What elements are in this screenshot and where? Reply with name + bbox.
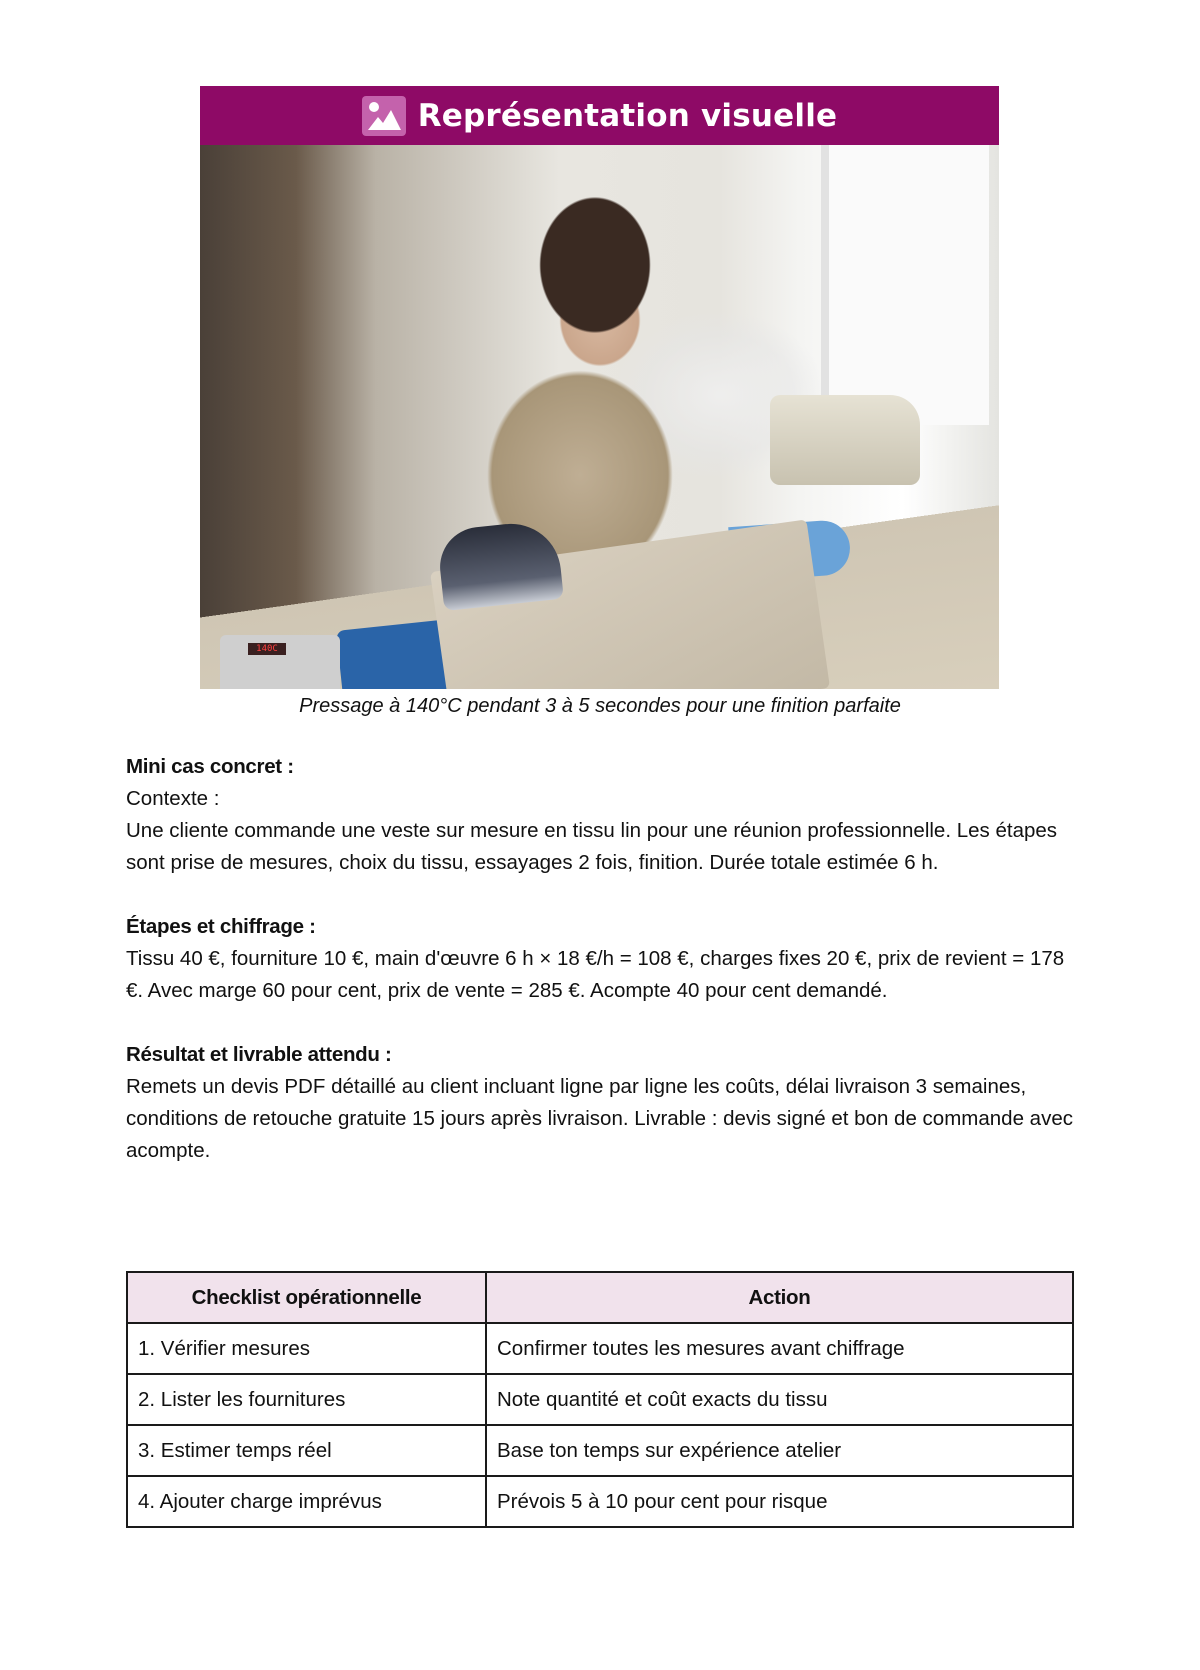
visual-representation-figure	[200, 86, 999, 689]
image-icon	[362, 96, 406, 136]
table-row	[127, 1323, 1073, 1374]
context-text: Une cliente commande une veste sur mesure en tissu lin pour une réunion professionnelle. Les étapes sont prise de mesures, choix du tissu, essayages 2 fois, finition. Durée totale estimée 6 h.	[126, 819, 1058, 874]
figure-caption: Pressage à 140°C pendant 3 à 5 secondes pour une finition parfaite	[299, 695, 901, 717]
figure-banner	[200, 86, 999, 145]
figure-title: Représentation visuelle	[417, 97, 838, 134]
checklist-cell: 1. Vérifier mesures	[127, 1323, 486, 1374]
case-title: Mini cas concret :	[126, 755, 294, 778]
table-row	[127, 1476, 1073, 1527]
photo-steam-iron	[436, 519, 564, 611]
action-cell: Confirmer toutes les mesures avant chiffrage	[486, 1323, 1073, 1374]
table-header-row	[127, 1272, 1073, 1323]
column-header-checklist: Checklist opérationnelle	[127, 1272, 486, 1323]
tailor-ironing-photo	[200, 145, 999, 689]
action-cell: Note quantité et coût exacts du tissu	[486, 1374, 1073, 1425]
case-study	[126, 751, 1086, 1167]
column-header-action: Action	[486, 1272, 1073, 1323]
spacer	[126, 1007, 1086, 1039]
context-label: Contexte :	[126, 787, 220, 810]
table-row	[127, 1425, 1073, 1476]
spacer	[126, 879, 1086, 911]
action-cell: Base ton temps sur expérience atelier	[486, 1425, 1073, 1476]
checklist-cell: 4. Ajouter charge imprévus	[127, 1476, 486, 1527]
photo-press-display: 140C	[248, 643, 286, 655]
steps-title: Étapes et chiffrage :	[126, 915, 316, 938]
table-row	[127, 1374, 1073, 1425]
checklist-cell: 2. Lister les fournitures	[127, 1374, 486, 1425]
result-text: Remets un devis PDF détaillé au client incluant ligne par ligne les coûts, délai livraison 3 semaines, conditions de retouche gratuite 15 jours après livraison. Livrable : devis signé et bon de commande avec acompte.	[126, 1075, 1073, 1162]
checklist-cell: 3. Estimer temps réel	[127, 1425, 486, 1476]
operational-checklist-table	[126, 1271, 1074, 1528]
steps-text: Tissu 40 €, fourniture 10 €, main d'œuvre 6 h × 18 €/h = 108 €, charges fixes 20 €, prix de revient = 178 €. Avec marge 60 pour cent, prix de vente = 285 €. Acompte 40 pour cent demandé.	[126, 947, 1065, 1002]
action-cell: Prévois 5 à 10 pour cent pour risque	[486, 1476, 1073, 1527]
photo-sewing-machine	[770, 395, 920, 485]
result-title: Résultat et livrable attendu :	[126, 1043, 392, 1066]
photo-window	[821, 145, 989, 425]
